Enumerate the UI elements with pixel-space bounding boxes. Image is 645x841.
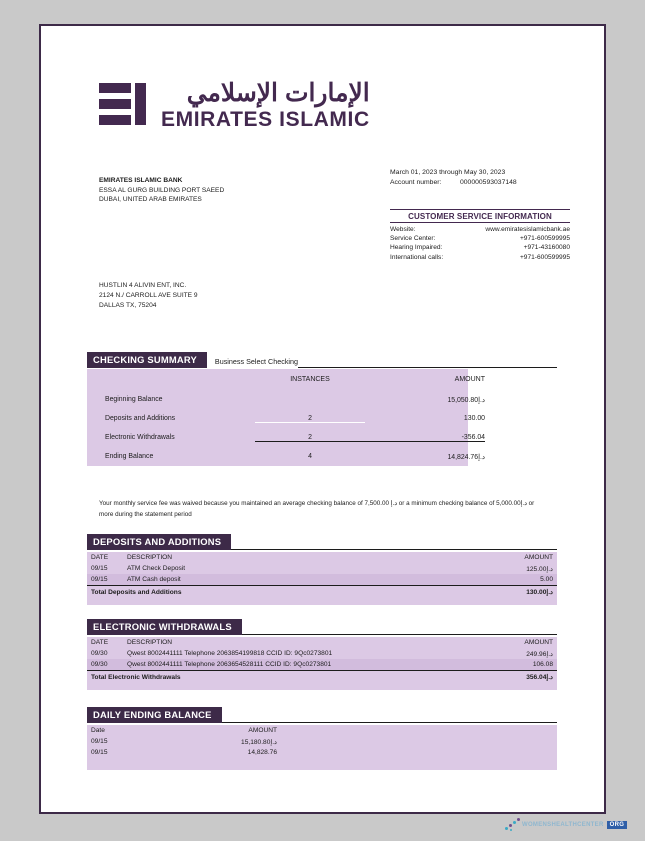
summary-col-instances: INSTANCES [290, 376, 330, 383]
withdrawals-table [87, 637, 557, 690]
customer-service-value: +971-43160080 [523, 244, 570, 252]
summary-row-amount: 130.00 [463, 415, 485, 422]
statement-period-block [390, 168, 590, 188]
withdrawals-heading: ELECTRONIC WITHDRAWALS [87, 619, 242, 635]
customer-service-row [390, 225, 570, 234]
row-amount: 106.08 [532, 661, 553, 668]
withdrawals-col-description: DESCRIPTION [127, 639, 173, 646]
customer-service-box [390, 209, 570, 262]
site-watermark [505, 818, 627, 831]
withdrawals-header-row [87, 637, 557, 648]
watermark-badge: ORG [607, 821, 628, 829]
summary-row-label: Ending Balance [105, 453, 154, 460]
summary-row-amount: -356.04 [365, 434, 485, 442]
deposits-section-header [87, 534, 557, 550]
watermark-name: WOMENSHEALTHCENTER [522, 821, 604, 828]
row-amount: د.إ15,180.80 [241, 738, 277, 746]
checking-summary-heading: CHECKING SUMMARY [87, 352, 207, 368]
summary-row-amount: د.إ15,050.80 [447, 396, 485, 404]
table-row [87, 747, 557, 758]
row-amount: 14,828.76 [247, 749, 277, 756]
bank-logo [99, 80, 370, 132]
table-row [87, 648, 557, 659]
row-amount: 5.00 [540, 576, 553, 583]
summary-header-row [87, 369, 517, 390]
row-date: 09/30 [91, 650, 108, 657]
checking-summary-table [87, 369, 517, 466]
customer-service-value: +971-600599995 [519, 253, 570, 261]
deposits-table [87, 552, 557, 605]
brand-name-english: EMIRATES ISLAMIC [161, 108, 370, 131]
table-row [87, 736, 557, 747]
daily-balance-table [87, 725, 557, 770]
withdrawals-col-amount: AMOUNT [524, 639, 553, 646]
header-rule [298, 355, 557, 368]
withdrawals-section-header [87, 619, 557, 635]
deposits-col-amount: AMOUNT [524, 554, 553, 561]
bank-address-line2: ESSA AL GURG BUILDING PORT SAEED [99, 186, 225, 194]
summary-row-ending-balance [87, 447, 517, 466]
customer-address-line2: 2124 N./ CARROLL AVE SUITE 9 [99, 292, 198, 300]
customer-address-line1: HUSTLIN 4 ALIVIN ENT, INC. [99, 282, 187, 289]
deposits-total-row [87, 585, 557, 598]
checking-summary-header [87, 352, 557, 368]
service-fee-note: Your monthly service fee was waived because you maintained an average checking balance of د.إ 7,500.00 or a minimum checking balance of د.إ5,000.00 or more during the statement period [99, 500, 535, 518]
summary-row-label: Electronic Withdrawals [105, 434, 175, 441]
deposits-total-amount: د.إ130.00 [526, 589, 553, 596]
deposits-total-label: Total Deposits and Additions [91, 588, 182, 596]
row-date: 09/30 [91, 661, 108, 668]
account-number-label: Account number: [390, 179, 442, 186]
table-row [87, 574, 557, 585]
withdrawals-total-row [87, 670, 557, 683]
summary-col-amount: AMOUNT [454, 376, 485, 383]
row-description: ATM Cash deposit [127, 576, 181, 583]
daily-balance-section-header [87, 707, 557, 723]
row-description: Qwest 8002441111 Telephone 2063654528111 CCID ID: 9Qc0273801 [127, 661, 332, 668]
row-date: 09/15 [91, 565, 108, 572]
deposits-heading: DEPOSITS AND ADDITIONS [87, 534, 231, 550]
row-description: Qwest 8002441111 Telephone 2063854199818 CCID ID: 9Qc0273801 [127, 650, 333, 657]
customer-service-label: Website: [390, 225, 416, 233]
emirates-islamic-logo-icon [99, 80, 149, 128]
customer-address [99, 281, 198, 312]
summary-row-label: Deposits and Additions [105, 415, 176, 422]
summary-row-beginning-balance [87, 390, 517, 409]
header-rule [242, 622, 557, 635]
deposits-header-row [87, 552, 557, 563]
table-bottom-pad [87, 683, 557, 690]
bank-address-line1: EMIRATES ISLAMIC BANK [99, 177, 183, 184]
statement-period: March 01, 2023 through May 30, 2023 [390, 169, 506, 176]
customer-service-row [390, 253, 570, 262]
bank-address [99, 176, 224, 205]
summary-row-amount: د.إ14,824.76 [447, 453, 485, 461]
summary-row-label: Beginning Balance [105, 396, 163, 403]
customer-service-title: CUSTOMER SERVICE INFORMATION [390, 209, 570, 223]
summary-row-instances: 2 [255, 434, 365, 442]
table-bottom-pad [87, 598, 557, 605]
table-row [87, 659, 557, 670]
withdrawals-col-date: DATE [91, 639, 109, 646]
header-rule [222, 710, 557, 723]
table-row [87, 563, 557, 574]
summary-row-withdrawals [87, 428, 517, 447]
daily-balance-col-date: Date [91, 727, 105, 734]
summary-row-instances: 4 [308, 453, 312, 460]
customer-service-row [390, 234, 570, 243]
withdrawals-total-amount: د.إ356.04 [526, 674, 553, 681]
account-number-value: 000000593037148 [460, 179, 517, 186]
customer-address-line3: DALLAS TX, 75204 [99, 302, 157, 310]
checking-summary-subtitle: Business Select Checking [214, 357, 299, 366]
summary-row-instances: 2 [255, 415, 365, 423]
daily-balance-heading: DAILY ENDING BALANCE [87, 707, 222, 723]
deposits-col-description: DESCRIPTION [127, 554, 173, 561]
summary-row-deposits [87, 409, 517, 428]
deposits-col-date: DATE [91, 554, 109, 561]
customer-service-value: +971-600599995 [519, 234, 570, 242]
daily-balance-header-row [87, 725, 557, 736]
customer-service-label: Service Center: [390, 234, 436, 242]
customer-service-value[interactable]: www.emiratesislamicbank.ae [485, 225, 570, 233]
row-date: 09/15 [91, 576, 108, 583]
customer-service-row [390, 243, 570, 252]
statement-page [39, 24, 606, 814]
customer-service-label: Hearing Impaired: [390, 244, 443, 252]
row-amount: د.إ249.96 [526, 650, 553, 658]
brand-name-arabic: الإمارات الإسلامي [186, 79, 370, 107]
header-rule [231, 537, 557, 550]
dots-logo-icon [505, 818, 522, 831]
row-date: 09/15 [91, 738, 108, 745]
row-description: ATM Check Deposit [127, 565, 186, 572]
bank-address-line3: DUBAI, UNITED ARAB EMIRATES [99, 196, 202, 204]
withdrawals-total-label: Total Electronic Withdrawals [91, 673, 181, 681]
row-amount: د.إ125.00 [526, 565, 553, 573]
daily-balance-col-amount: AMOUNT [248, 727, 277, 734]
customer-service-label: International calls: [390, 253, 444, 261]
row-date: 09/15 [91, 749, 108, 756]
